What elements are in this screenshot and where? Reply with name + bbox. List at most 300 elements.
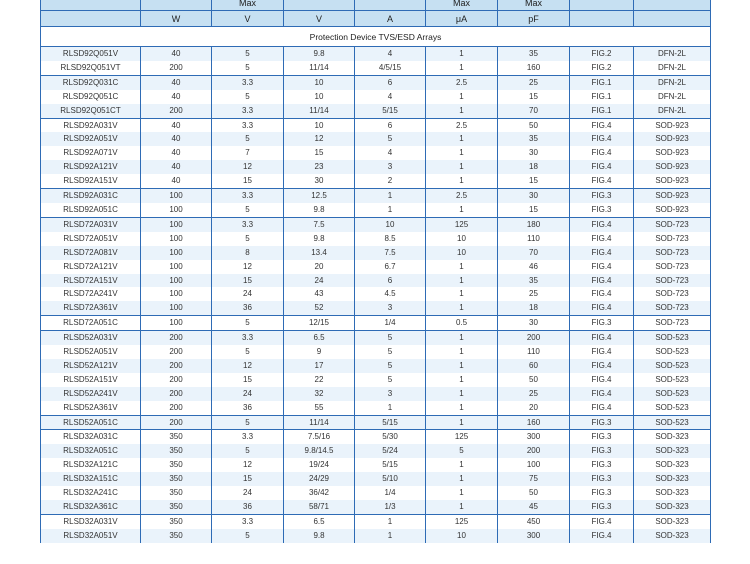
leakage-ua-cell: 1 xyxy=(426,260,498,274)
figure-cell: FIG.3 xyxy=(570,189,634,203)
part-number-cell: RLSD52A051V xyxy=(41,345,141,359)
leakage-ua-cell: 1 xyxy=(426,387,498,401)
figure-cell: FIG.4 xyxy=(570,174,634,188)
figure-cell: FIG.3 xyxy=(570,430,634,444)
current-a-cell: 8.5 xyxy=(355,232,426,246)
part-number-cell: RLSD92A051V xyxy=(41,132,141,146)
current-a-cell: 10 xyxy=(355,217,426,231)
voltage-v-cell: 5 xyxy=(212,47,284,61)
capacitance-pf-cell: 35 xyxy=(498,47,570,61)
unit-cell xyxy=(634,11,711,27)
leakage-ua-cell: 1 xyxy=(426,104,498,118)
current-a-cell: 1/4 xyxy=(355,486,426,500)
clamp-voltage-cell: 9.8 xyxy=(284,47,355,61)
leakage-ua-cell: 1 xyxy=(426,160,498,174)
figure-cell: FIG.4 xyxy=(570,160,634,174)
current-a-cell: 6 xyxy=(355,75,426,89)
voltage-v-cell: 12 xyxy=(212,160,284,174)
voltage-v-cell: 15 xyxy=(212,174,284,188)
part-number-cell: RLSD92Q051C xyxy=(41,90,141,104)
clamp-voltage-cell: 19/24 xyxy=(284,458,355,472)
part-number-cell: RLSD92A031C xyxy=(41,189,141,203)
capacitance-pf-cell: 300 xyxy=(498,430,570,444)
power-w-cell: 100 xyxy=(141,203,212,217)
current-a-cell: 5/30 xyxy=(355,430,426,444)
voltage-v-cell: 5 xyxy=(212,415,284,430)
clamp-voltage-cell: 36/42 xyxy=(284,486,355,500)
table-row xyxy=(41,345,711,359)
leakage-ua-cell: 1 xyxy=(426,331,498,345)
figure-cell: FIG.3 xyxy=(570,444,634,458)
package-cell: SOD-523 xyxy=(634,359,711,373)
package-cell: SOD-923 xyxy=(634,160,711,174)
clamp-voltage-cell: 9.8 xyxy=(284,232,355,246)
power-w-cell: 200 xyxy=(141,401,212,415)
header-units-row xyxy=(41,11,711,27)
voltage-v-cell: 36 xyxy=(212,401,284,415)
part-number-cell: RLSD72A121V xyxy=(41,260,141,274)
voltage-v-cell: 5 xyxy=(212,316,284,331)
leakage-ua-cell: 1 xyxy=(426,61,498,75)
clamp-voltage-cell: 12.5 xyxy=(284,189,355,203)
table-row xyxy=(41,260,711,274)
part-number-cell: RLSD32A031V xyxy=(41,514,141,528)
current-a-cell: 5/15 xyxy=(355,104,426,118)
power-w-cell: 200 xyxy=(141,359,212,373)
current-a-cell: 1 xyxy=(355,203,426,217)
table-row xyxy=(41,203,711,217)
package-cell: DFN-2L xyxy=(634,75,711,89)
leakage-ua-cell: 1 xyxy=(426,287,498,301)
clamp-voltage-cell: 6.5 xyxy=(284,331,355,345)
leakage-ua-cell: 1 xyxy=(426,359,498,373)
power-w-cell: 40 xyxy=(141,118,212,132)
power-w-cell: 350 xyxy=(141,500,212,514)
figure-cell: FIG.2 xyxy=(570,61,634,75)
capacitance-pf-cell: 45 xyxy=(498,500,570,514)
package-cell: DFN-2L xyxy=(634,90,711,104)
current-a-cell: 5 xyxy=(355,373,426,387)
power-w-cell: 200 xyxy=(141,104,212,118)
package-cell: SOD-923 xyxy=(634,118,711,132)
capacitance-pf-cell: 50 xyxy=(498,373,570,387)
part-number-cell: RLSD32A031C xyxy=(41,430,141,444)
capacitance-pf-cell: 25 xyxy=(498,287,570,301)
voltage-v-cell: 3.3 xyxy=(212,331,284,345)
part-number-cell: RLSD32A151C xyxy=(41,472,141,486)
voltage-v-cell: 36 xyxy=(212,301,284,315)
capacitance-pf-cell: 25 xyxy=(498,387,570,401)
spec-table-sheet xyxy=(40,0,710,543)
power-w-cell: 40 xyxy=(141,146,212,160)
current-a-cell: 5 xyxy=(355,331,426,345)
voltage-v-cell: 12 xyxy=(212,458,284,472)
power-w-cell: 350 xyxy=(141,486,212,500)
current-a-cell: 4 xyxy=(355,146,426,160)
unit-cell: pF xyxy=(498,11,570,27)
package-cell: SOD-523 xyxy=(634,331,711,345)
power-w-cell: 100 xyxy=(141,287,212,301)
figure-cell: FIG.3 xyxy=(570,500,634,514)
capacitance-pf-cell: 50 xyxy=(498,118,570,132)
capacitance-pf-cell: 110 xyxy=(498,232,570,246)
leakage-ua-cell: 1 xyxy=(426,203,498,217)
table-row xyxy=(41,146,711,160)
voltage-v-cell: 15 xyxy=(212,373,284,387)
capacitance-pf-cell: 18 xyxy=(498,160,570,174)
figure-cell: FIG.4 xyxy=(570,132,634,146)
part-number-cell: RLSD32A121C xyxy=(41,458,141,472)
table-row xyxy=(41,316,711,331)
figure-cell: FIG.4 xyxy=(570,345,634,359)
current-a-cell: 6.7 xyxy=(355,260,426,274)
capacitance-pf-cell: 110 xyxy=(498,345,570,359)
unit-cell xyxy=(41,11,141,27)
table-row xyxy=(41,61,711,75)
part-number-cell: RLSD52A051C xyxy=(41,415,141,430)
voltage-v-cell: 5 xyxy=(212,232,284,246)
package-cell: SOD-723 xyxy=(634,246,711,260)
clamp-voltage-cell: 24 xyxy=(284,274,355,288)
part-number-cell: RLSD92Q031C xyxy=(41,75,141,89)
power-w-cell: 100 xyxy=(141,274,212,288)
voltage-v-cell: 3.3 xyxy=(212,75,284,89)
capacitance-pf-cell: 160 xyxy=(498,61,570,75)
voltage-v-cell: 15 xyxy=(212,472,284,486)
figure-cell: FIG.2 xyxy=(570,47,634,61)
capacitance-pf-cell: 300 xyxy=(498,529,570,543)
power-w-cell: 350 xyxy=(141,514,212,528)
table-row xyxy=(41,90,711,104)
leakage-ua-cell: 1 xyxy=(426,373,498,387)
current-a-cell: 3 xyxy=(355,387,426,401)
leakage-ua-cell: 1 xyxy=(426,274,498,288)
current-a-cell: 4/5/15 xyxy=(355,61,426,75)
header-cell xyxy=(141,0,212,11)
package-cell: SOD-323 xyxy=(634,529,711,543)
figure-cell: FIG.4 xyxy=(570,529,634,543)
part-number-cell: RLSD52A121V xyxy=(41,359,141,373)
part-number-cell: RLSD92Q051CT xyxy=(41,104,141,118)
part-number-cell: RLSD72A081V xyxy=(41,246,141,260)
leakage-ua-cell: 1 xyxy=(426,47,498,61)
leakage-ua-cell: 10 xyxy=(426,246,498,260)
power-w-cell: 200 xyxy=(141,387,212,401)
current-a-cell: 3 xyxy=(355,160,426,174)
table-row xyxy=(41,189,711,203)
voltage-v-cell: 5 xyxy=(212,203,284,217)
part-number-cell: RLSD52A031V xyxy=(41,331,141,345)
figure-cell: FIG.4 xyxy=(570,232,634,246)
figure-cell: FIG.1 xyxy=(570,104,634,118)
figure-cell: FIG.3 xyxy=(570,415,634,430)
package-cell: DFN-2L xyxy=(634,104,711,118)
clamp-voltage-cell: 20 xyxy=(284,260,355,274)
clamp-voltage-cell: 22 xyxy=(284,373,355,387)
clamp-voltage-cell: 13.4 xyxy=(284,246,355,260)
capacitance-pf-cell: 15 xyxy=(498,90,570,104)
header-cell xyxy=(41,0,141,11)
capacitance-pf-cell: 30 xyxy=(498,189,570,203)
power-w-cell: 100 xyxy=(141,217,212,231)
clamp-voltage-cell: 43 xyxy=(284,287,355,301)
package-cell: SOD-923 xyxy=(634,203,711,217)
current-a-cell: 4 xyxy=(355,47,426,61)
unit-cell: A xyxy=(355,11,426,27)
clamp-voltage-cell: 11/14 xyxy=(284,415,355,430)
power-w-cell: 100 xyxy=(141,316,212,331)
table-row xyxy=(41,373,711,387)
clamp-voltage-cell: 9.8 xyxy=(284,203,355,217)
power-w-cell: 200 xyxy=(141,345,212,359)
table-row xyxy=(41,500,711,514)
voltage-v-cell: 8 xyxy=(212,246,284,260)
current-a-cell: 5/15 xyxy=(355,415,426,430)
capacitance-pf-cell: 60 xyxy=(498,359,570,373)
clamp-voltage-cell: 52 xyxy=(284,301,355,315)
table-row xyxy=(41,232,711,246)
part-number-cell: RLSD32A051V xyxy=(41,529,141,543)
figure-cell: FIG.4 xyxy=(570,359,634,373)
figure-cell: FIG.4 xyxy=(570,260,634,274)
part-number-cell: RLSD32A241C xyxy=(41,486,141,500)
clamp-voltage-cell: 9.8 xyxy=(284,529,355,543)
power-w-cell: 100 xyxy=(141,246,212,260)
part-number-cell: RLSD92A151V xyxy=(41,174,141,188)
leakage-ua-cell: 1 xyxy=(426,90,498,104)
capacitance-pf-cell: 50 xyxy=(498,486,570,500)
table-row xyxy=(41,359,711,373)
package-cell: SOD-323 xyxy=(634,430,711,444)
unit-cell xyxy=(570,11,634,27)
table-row xyxy=(41,301,711,315)
package-cell: SOD-723 xyxy=(634,232,711,246)
package-cell: SOD-923 xyxy=(634,174,711,188)
figure-cell: FIG.4 xyxy=(570,146,634,160)
capacitance-pf-cell: 35 xyxy=(498,132,570,146)
clamp-voltage-cell: 58/71 xyxy=(284,500,355,514)
current-a-cell: 1/4 xyxy=(355,316,426,331)
figure-cell: FIG.1 xyxy=(570,90,634,104)
leakage-ua-cell: 1 xyxy=(426,458,498,472)
part-number-cell: RLSD72A361V xyxy=(41,301,141,315)
package-cell: SOD-323 xyxy=(634,486,711,500)
current-a-cell: 5 xyxy=(355,132,426,146)
power-w-cell: 350 xyxy=(141,430,212,444)
capacitance-pf-cell: 180 xyxy=(498,217,570,231)
voltage-v-cell: 7 xyxy=(212,146,284,160)
current-a-cell: 5 xyxy=(355,359,426,373)
voltage-v-cell: 5 xyxy=(212,444,284,458)
table-row xyxy=(41,472,711,486)
voltage-v-cell: 3.3 xyxy=(212,430,284,444)
power-w-cell: 40 xyxy=(141,75,212,89)
table-row xyxy=(41,118,711,132)
package-cell: SOD-323 xyxy=(634,458,711,472)
table-row xyxy=(41,401,711,415)
clamp-voltage-cell: 30 xyxy=(284,174,355,188)
capacitance-pf-cell: 25 xyxy=(498,75,570,89)
current-a-cell: 1 xyxy=(355,514,426,528)
voltage-v-cell: 12 xyxy=(212,260,284,274)
part-number-cell: RLSD92A031V xyxy=(41,118,141,132)
table-row xyxy=(41,387,711,401)
clamp-voltage-cell: 11/14 xyxy=(284,104,355,118)
capacitance-pf-cell: 200 xyxy=(498,444,570,458)
figure-cell: FIG.4 xyxy=(570,301,634,315)
current-a-cell: 1 xyxy=(355,529,426,543)
current-a-cell: 5/24 xyxy=(355,444,426,458)
power-w-cell: 100 xyxy=(141,189,212,203)
part-number-cell: RLSD72A151V xyxy=(41,274,141,288)
part-number-cell: RLSD52A151V xyxy=(41,373,141,387)
clamp-voltage-cell: 9 xyxy=(284,345,355,359)
figure-cell: FIG.4 xyxy=(570,514,634,528)
clamp-voltage-cell: 10 xyxy=(284,90,355,104)
figure-cell: FIG.4 xyxy=(570,246,634,260)
figure-cell: FIG.1 xyxy=(570,75,634,89)
voltage-v-cell: 36 xyxy=(212,500,284,514)
figure-cell: FIG.3 xyxy=(570,203,634,217)
unit-cell: W xyxy=(141,11,212,27)
part-number-cell: RLSD32A361C xyxy=(41,500,141,514)
table-row xyxy=(41,47,711,61)
current-a-cell: 5/15 xyxy=(355,458,426,472)
leakage-ua-cell: 0.5 xyxy=(426,316,498,331)
clamp-voltage-cell: 7.5 xyxy=(284,217,355,231)
table-row xyxy=(41,458,711,472)
package-cell: SOD-323 xyxy=(634,514,711,528)
header-cell: Max xyxy=(498,0,570,11)
power-w-cell: 40 xyxy=(141,132,212,146)
leakage-ua-cell: 1 xyxy=(426,401,498,415)
power-w-cell: 100 xyxy=(141,260,212,274)
table-row xyxy=(41,529,711,543)
capacitance-pf-cell: 200 xyxy=(498,331,570,345)
header-cell xyxy=(284,0,355,11)
current-a-cell: 4.5 xyxy=(355,287,426,301)
leakage-ua-cell: 1 xyxy=(426,345,498,359)
figure-cell: FIG.4 xyxy=(570,217,634,231)
capacitance-pf-cell: 450 xyxy=(498,514,570,528)
clamp-voltage-cell: 10 xyxy=(284,75,355,89)
part-number-cell: RLSD92A071V xyxy=(41,146,141,160)
clamp-voltage-cell: 7.5/16 xyxy=(284,430,355,444)
capacitance-pf-cell: 20 xyxy=(498,401,570,415)
package-cell: SOD-723 xyxy=(634,287,711,301)
header-max-row xyxy=(41,0,711,11)
voltage-v-cell: 15 xyxy=(212,274,284,288)
figure-cell: FIG.4 xyxy=(570,331,634,345)
clamp-voltage-cell: 6.5 xyxy=(284,514,355,528)
voltage-v-cell: 3.3 xyxy=(212,217,284,231)
clamp-voltage-cell: 12/15 xyxy=(284,316,355,331)
leakage-ua-cell: 1 xyxy=(426,472,498,486)
leakage-ua-cell: 1 xyxy=(426,146,498,160)
voltage-v-cell: 3.3 xyxy=(212,514,284,528)
header-cell: Max xyxy=(426,0,498,11)
capacitance-pf-cell: 100 xyxy=(498,458,570,472)
table-row xyxy=(41,132,711,146)
header-cell: Max xyxy=(212,0,284,11)
table-row xyxy=(41,160,711,174)
voltage-v-cell: 5 xyxy=(212,90,284,104)
package-cell: SOD-723 xyxy=(634,217,711,231)
section-title: Protection Device TVS/ESD Arrays xyxy=(41,27,711,47)
current-a-cell: 6 xyxy=(355,118,426,132)
leakage-ua-cell: 5 xyxy=(426,444,498,458)
figure-cell: FIG.4 xyxy=(570,274,634,288)
figure-cell: FIG.4 xyxy=(570,287,634,301)
header-cell xyxy=(355,0,426,11)
part-number-cell: RLSD92Q051VT xyxy=(41,61,141,75)
part-number-cell: RLSD92Q051V xyxy=(41,47,141,61)
figure-cell: FIG.3 xyxy=(570,472,634,486)
package-cell: SOD-923 xyxy=(634,146,711,160)
current-a-cell: 1 xyxy=(355,401,426,415)
leakage-ua-cell: 1 xyxy=(426,174,498,188)
leakage-ua-cell: 1 xyxy=(426,500,498,514)
voltage-v-cell: 5 xyxy=(212,529,284,543)
table-row xyxy=(41,331,711,345)
leakage-ua-cell: 2.5 xyxy=(426,118,498,132)
part-number-cell: RLSD72A241V xyxy=(41,287,141,301)
current-a-cell: 7.5 xyxy=(355,246,426,260)
voltage-v-cell: 3.3 xyxy=(212,104,284,118)
capacitance-pf-cell: 18 xyxy=(498,301,570,315)
voltage-v-cell: 3.3 xyxy=(212,189,284,203)
voltage-v-cell: 5 xyxy=(212,132,284,146)
clamp-voltage-cell: 9.8/14.5 xyxy=(284,444,355,458)
part-number-cell: RLSD72A051V xyxy=(41,232,141,246)
clamp-voltage-cell: 11/14 xyxy=(284,61,355,75)
leakage-ua-cell: 1 xyxy=(426,132,498,146)
capacitance-pf-cell: 15 xyxy=(498,174,570,188)
current-a-cell: 1 xyxy=(355,189,426,203)
current-a-cell: 4 xyxy=(355,90,426,104)
clamp-voltage-cell: 23 xyxy=(284,160,355,174)
unit-cell: V xyxy=(284,11,355,27)
package-cell: SOD-323 xyxy=(634,500,711,514)
figure-cell: FIG.3 xyxy=(570,458,634,472)
package-cell: SOD-523 xyxy=(634,345,711,359)
section-title-row xyxy=(41,27,711,47)
power-w-cell: 40 xyxy=(141,160,212,174)
power-w-cell: 200 xyxy=(141,61,212,75)
leakage-ua-cell: 2.5 xyxy=(426,189,498,203)
clamp-voltage-cell: 32 xyxy=(284,387,355,401)
package-cell: SOD-723 xyxy=(634,260,711,274)
figure-cell: FIG.4 xyxy=(570,387,634,401)
leakage-ua-cell: 1 xyxy=(426,415,498,430)
package-cell: SOD-723 xyxy=(634,316,711,331)
figure-cell: FIG.3 xyxy=(570,316,634,331)
package-cell: SOD-923 xyxy=(634,132,711,146)
table-row xyxy=(41,486,711,500)
figure-cell: FIG.4 xyxy=(570,401,634,415)
capacitance-pf-cell: 70 xyxy=(498,246,570,260)
leakage-ua-cell: 125 xyxy=(426,217,498,231)
part-number-cell: RLSD92A121V xyxy=(41,160,141,174)
tvs-esd-spec-table xyxy=(40,0,711,543)
current-a-cell: 3 xyxy=(355,301,426,315)
voltage-v-cell: 3.3 xyxy=(212,118,284,132)
power-w-cell: 350 xyxy=(141,458,212,472)
clamp-voltage-cell: 10 xyxy=(284,118,355,132)
current-a-cell: 5/10 xyxy=(355,472,426,486)
power-w-cell: 40 xyxy=(141,90,212,104)
table-row xyxy=(41,287,711,301)
